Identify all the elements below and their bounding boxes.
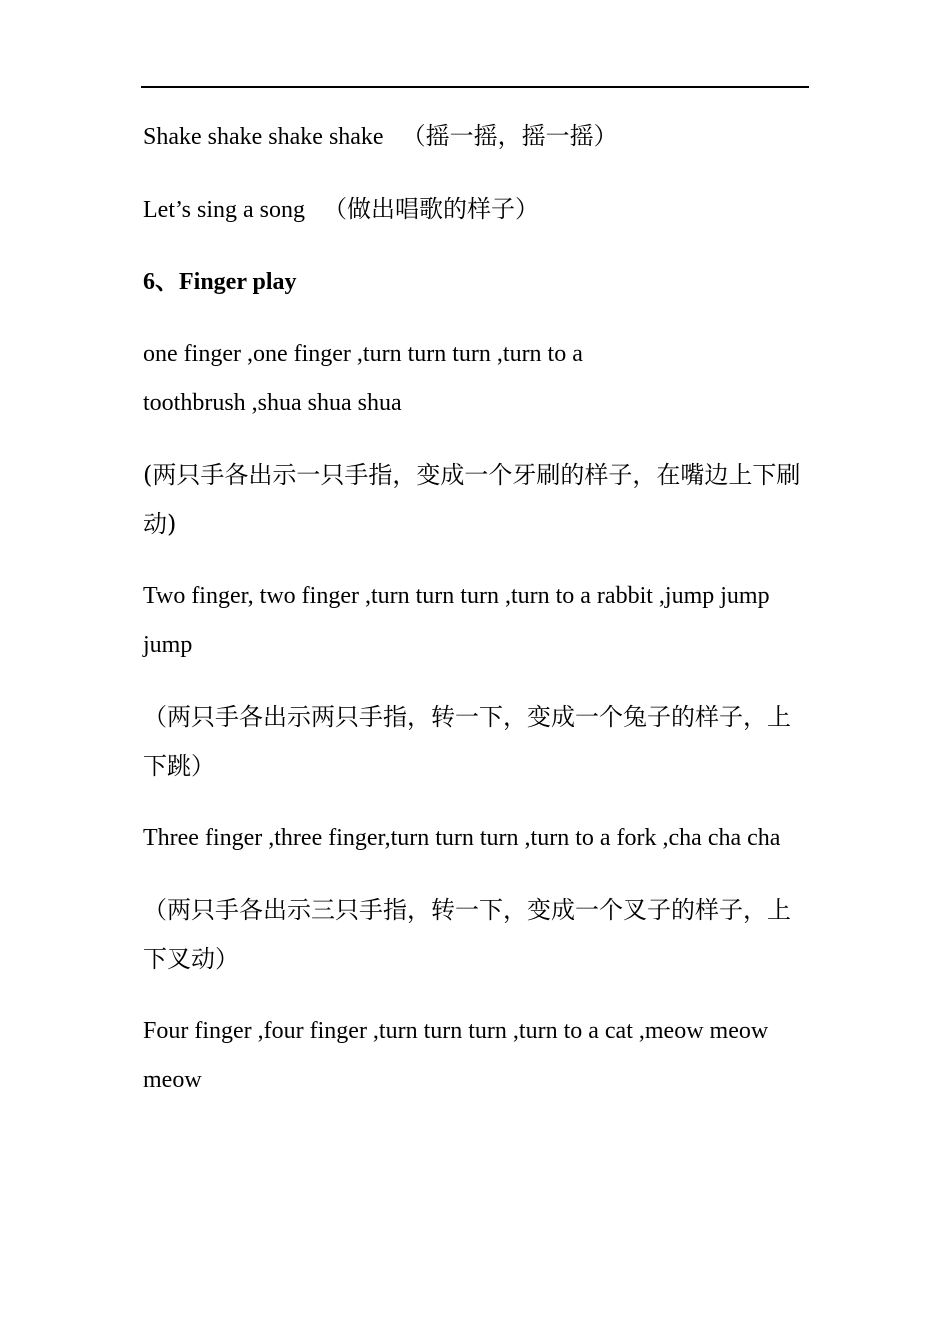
lyric-line-shake — [143, 112, 811, 162]
section-heading: 6、Finger play — [143, 269, 297, 295]
finger-play-line-two: Two finger, two finger ,turn turn turn ,turn to a rabbit ,jump jump jump — [143, 583, 770, 658]
lyric-chinese-note: （做出唱歌的样子） — [323, 195, 539, 223]
lyric-chinese-note: （摇一摇，摇一摇） — [401, 122, 618, 150]
document-body — [143, 112, 811, 1128]
finger-play-line-four: Four finger ,four finger ,turn turn turn ,turn to a cat ,meow meow meow — [143, 1018, 769, 1093]
lyric-english: Shake shake shake shake — [143, 124, 384, 150]
header-rule — [141, 86, 809, 88]
lyric-english: Let’s sing a song — [143, 197, 305, 223]
finger-play-line-three: Three finger ,three finger,turn turn turn ,turn to a fork ,cha cha cha — [143, 825, 781, 851]
finger-play-line-one: one finger ,one finger ,turn turn turn ,turn to a toothbrush ,shua shua shua — [143, 341, 583, 416]
finger-play-note-two: （两只手各出示两只手指，转一下，变成一个兔子的样子，上下跳） — [143, 703, 791, 780]
finger-play-note-three: （两只手各出示三只手指，转一下，变成一个叉子的样子，上下叉动） — [143, 896, 791, 973]
lyric-line-sing — [143, 185, 811, 235]
finger-play-note-one: (两只手各出示一只手指，变成一个牙刷的样子，在嘴边上下刷动) — [143, 461, 801, 538]
